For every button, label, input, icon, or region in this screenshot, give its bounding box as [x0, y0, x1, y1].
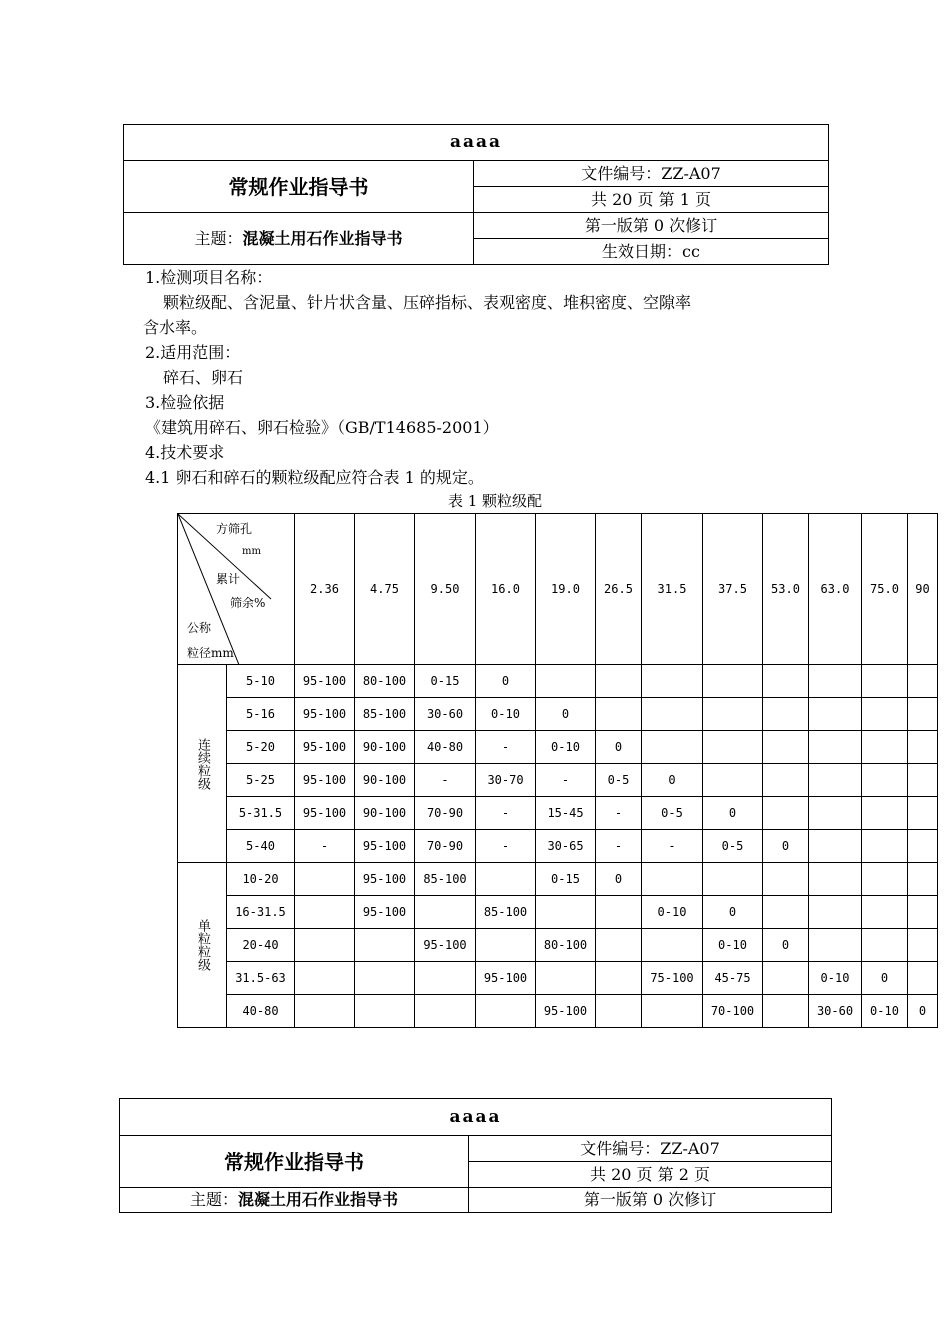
table-row	[178, 995, 938, 1028]
grading-value-cell	[763, 665, 809, 698]
corner-label-sieve: 方筛孔	[216, 522, 253, 536]
page-count: 共 20 页 第 2 页	[469, 1162, 832, 1188]
grading-value-cell: 95-100	[295, 731, 355, 764]
grading-value-cell: 0	[536, 698, 596, 731]
table-row	[178, 764, 938, 797]
effective-date: 生效日期：cc	[474, 239, 829, 265]
size-range-cell: 40-80	[227, 995, 295, 1028]
sieve-header: 37.5	[703, 514, 763, 665]
grading-value-cell	[763, 962, 809, 995]
file-number: 文件编号：ZZ-A07	[474, 161, 829, 187]
sieve-header: 16.0	[476, 514, 536, 665]
grading-value-cell: 0	[596, 863, 642, 896]
grading-value-cell	[642, 863, 703, 896]
version-info: 第一版第 0 次修订	[469, 1188, 832, 1213]
grading-value-cell: 90-100	[355, 764, 415, 797]
grading-value-cell: 95-100	[295, 698, 355, 731]
doc-subject	[124, 213, 474, 265]
grading-value-cell: 85-100	[355, 698, 415, 731]
grading-value-cell	[908, 731, 938, 764]
doc-title: 常规作业指导书	[120, 1136, 469, 1188]
grading-value-cell	[862, 665, 908, 698]
sieve-header: 9.50	[415, 514, 476, 665]
grading-value-cell	[642, 995, 703, 1028]
grading-value-cell	[596, 896, 642, 929]
company-name: aaaa	[124, 125, 829, 161]
section-2-text: 碎石、卵石	[163, 368, 244, 387]
grading-value-cell	[809, 863, 862, 896]
size-range-cell: 5-40	[227, 830, 295, 863]
grading-value-cell: 90-100	[355, 731, 415, 764]
grading-value-cell: 0-5	[703, 830, 763, 863]
doc-header-page1	[123, 124, 829, 265]
grading-value-cell	[763, 698, 809, 731]
grading-value-cell: 45-75	[703, 962, 763, 995]
grading-value-cell	[295, 929, 355, 962]
grading-value-cell: 0-10	[862, 995, 908, 1028]
size-range-cell: 31.5-63	[227, 962, 295, 995]
grading-value-cell: 0	[642, 764, 703, 797]
grading-value-cell: 75-100	[642, 962, 703, 995]
grading-value-cell: 0-10	[809, 962, 862, 995]
grading-value-cell	[476, 929, 536, 962]
grading-value-cell: 0-10	[536, 731, 596, 764]
grading-value-cell	[862, 797, 908, 830]
grading-value-cell	[536, 962, 596, 995]
grading-value-cell	[908, 929, 938, 962]
grading-value-cell: -	[476, 830, 536, 863]
grading-value-cell	[295, 995, 355, 1028]
table-row	[178, 863, 938, 896]
grading-value-cell	[355, 995, 415, 1028]
grading-value-cell	[908, 830, 938, 863]
grading-value-cell	[809, 896, 862, 929]
grading-value-cell	[908, 962, 938, 995]
grading-value-cell: 30-60	[809, 995, 862, 1028]
grading-value-cell: 40-80	[415, 731, 476, 764]
table-corner-header	[178, 514, 295, 665]
size-range-cell: 10-20	[227, 863, 295, 896]
grading-value-cell: 0-5	[596, 764, 642, 797]
company-name: aaaa	[120, 1099, 832, 1136]
grading-value-cell	[763, 863, 809, 896]
grading-value-cell	[642, 665, 703, 698]
doc-title: 常规作业指导书	[124, 161, 474, 213]
corner-label-nominal: 公称	[187, 621, 212, 635]
grading-value-cell: 0-10	[476, 698, 536, 731]
grading-value-cell	[596, 995, 642, 1028]
grading-value-cell: 0-15	[536, 863, 596, 896]
grading-value-cell: 15-45	[536, 797, 596, 830]
grading-value-cell: 95-100	[295, 797, 355, 830]
grading-value-cell	[763, 731, 809, 764]
section-3-title: 3.检验依据	[145, 393, 225, 412]
grading-value-cell	[809, 830, 862, 863]
grading-value-cell: 30-70	[476, 764, 536, 797]
grading-value-cell	[355, 962, 415, 995]
grading-value-cell	[355, 929, 415, 962]
size-range-cell: 5-20	[227, 731, 295, 764]
section-4-1-text: 4.1 卵石和碎石的颗粒级配应符合表 1 的规定。	[145, 468, 484, 487]
grading-value-cell: 70-90	[415, 830, 476, 863]
grading-value-cell: 80-100	[355, 665, 415, 698]
grading-value-cell	[809, 797, 862, 830]
grading-value-cell	[908, 797, 938, 830]
grading-value-cell: -	[295, 830, 355, 863]
grading-value-cell	[809, 665, 862, 698]
body-text	[145, 265, 825, 490]
subject-label: 主题：	[189, 1190, 238, 1209]
grading-value-cell: 0	[862, 962, 908, 995]
file-number: 文件编号：ZZ-A07	[469, 1136, 832, 1162]
grading-value-cell: 95-100	[355, 896, 415, 929]
subject-text: 混凝土用石作业指导书	[242, 228, 403, 248]
section-1-line1: 颗粒级配、含泥量、针片状含量、压碎指标、表观密度、堆积密度、空隙率	[163, 293, 692, 312]
grading-value-cell: 0	[476, 665, 536, 698]
sieve-header: 90	[908, 514, 938, 665]
size-range-cell: 20-40	[227, 929, 295, 962]
sieve-header: 75.0	[862, 514, 908, 665]
sieve-header: 19.0	[536, 514, 596, 665]
grading-value-cell	[908, 698, 938, 731]
section-3-text: 《建筑用碎石、卵石检验》（GB/T14685-2001）	[145, 418, 499, 437]
corner-label-size: 粒径mm	[187, 646, 234, 660]
grading-value-cell: 0-10	[642, 896, 703, 929]
grading-value-cell	[642, 929, 703, 962]
grading-value-cell: 30-60	[415, 698, 476, 731]
grading-value-cell	[809, 731, 862, 764]
grading-value-cell	[908, 863, 938, 896]
table-row	[178, 665, 938, 698]
grading-value-cell	[862, 863, 908, 896]
grading-value-cell	[862, 830, 908, 863]
grading-value-cell	[862, 896, 908, 929]
grading-value-cell: -	[596, 830, 642, 863]
grading-value-cell: 95-100	[476, 962, 536, 995]
grading-value-cell: 95-100	[295, 665, 355, 698]
grading-value-cell	[596, 698, 642, 731]
table-row	[178, 731, 938, 764]
table-row	[178, 698, 938, 731]
grading-value-cell: 85-100	[476, 896, 536, 929]
grading-table	[177, 513, 938, 1028]
grading-value-cell: 95-100	[536, 995, 596, 1028]
subject-text: 混凝土用石作业指导书	[238, 1190, 399, 1209]
grading-value-cell: 0	[763, 929, 809, 962]
grading-value-cell: 70-90	[415, 797, 476, 830]
section-4-title: 4.技术要求	[145, 443, 225, 462]
grading-value-cell	[862, 698, 908, 731]
group-label: 单粒粒级	[178, 863, 227, 1028]
grading-value-cell	[642, 731, 703, 764]
grading-value-cell	[862, 731, 908, 764]
grading-value-cell: 95-100	[355, 830, 415, 863]
subject-label: 主题：	[194, 228, 243, 248]
sieve-header: 53.0	[763, 514, 809, 665]
grading-value-cell: 95-100	[355, 863, 415, 896]
grading-value-cell	[703, 698, 763, 731]
grading-value-cell	[809, 929, 862, 962]
grading-value-cell	[763, 896, 809, 929]
grading-value-cell: 70-100	[703, 995, 763, 1028]
grading-value-cell	[295, 863, 355, 896]
sieve-header: 31.5	[642, 514, 703, 665]
size-range-cell: 16-31.5	[227, 896, 295, 929]
grading-value-cell	[862, 764, 908, 797]
grading-value-cell	[763, 764, 809, 797]
grading-value-cell	[596, 929, 642, 962]
grading-value-cell: -	[596, 797, 642, 830]
size-range-cell: 5-25	[227, 764, 295, 797]
table-row	[178, 962, 938, 995]
section-1-title: 1.检测项目名称：	[145, 268, 273, 287]
grading-value-cell: 0-5	[642, 797, 703, 830]
size-range-cell: 5-10	[227, 665, 295, 698]
table-row	[178, 929, 938, 962]
sieve-header: 4.75	[355, 514, 415, 665]
grading-value-cell: 95-100	[415, 929, 476, 962]
grading-value-cell	[703, 731, 763, 764]
grading-value-cell	[703, 863, 763, 896]
sieve-header: 2.36	[295, 514, 355, 665]
page-count: 共 20 页 第 1 页	[474, 187, 829, 213]
grading-value-cell: -	[642, 830, 703, 863]
corner-label-residue: 筛余%	[230, 596, 266, 610]
grading-value-cell: 85-100	[415, 863, 476, 896]
grading-value-cell	[536, 665, 596, 698]
corner-label-cumulative: 累计	[216, 572, 241, 586]
grading-value-cell: 90-100	[355, 797, 415, 830]
grading-value-cell: -	[476, 731, 536, 764]
grading-value-cell: 0	[596, 731, 642, 764]
version-info: 第一版第 0 次修订	[474, 213, 829, 239]
grading-value-cell: -	[415, 764, 476, 797]
table-row	[178, 797, 938, 830]
grading-value-cell: -	[536, 764, 596, 797]
grading-value-cell: 0	[908, 995, 938, 1028]
grading-value-cell: 0-15	[415, 665, 476, 698]
grading-value-cell	[415, 896, 476, 929]
grading-value-cell	[536, 896, 596, 929]
grading-value-cell	[295, 962, 355, 995]
section-1-line2: 含水率。	[143, 318, 208, 337]
grading-value-cell	[295, 896, 355, 929]
grading-value-cell	[415, 962, 476, 995]
grading-value-cell	[415, 995, 476, 1028]
corner-label-mm: mm	[242, 546, 261, 557]
grading-value-cell: 0-10	[703, 929, 763, 962]
grading-value-cell	[908, 665, 938, 698]
sieve-header: 26.5	[596, 514, 642, 665]
grading-value-cell	[476, 995, 536, 1028]
doc-subject	[120, 1188, 469, 1213]
group-label: 连续粒级	[178, 665, 227, 863]
table-row	[178, 830, 938, 863]
grading-value-cell: 0	[703, 797, 763, 830]
size-range-cell: 5-31.5	[227, 797, 295, 830]
grading-value-cell	[596, 962, 642, 995]
section-2-title: 2.适用范围：	[145, 343, 241, 362]
grading-value-cell	[642, 698, 703, 731]
size-range-cell: 5-16	[227, 698, 295, 731]
grading-value-cell: 0	[703, 896, 763, 929]
table-caption: 表 1 颗粒级配	[447, 492, 543, 510]
grading-value-cell	[809, 764, 862, 797]
grading-value-cell	[476, 863, 536, 896]
grading-value-cell	[862, 929, 908, 962]
grading-value-cell: 95-100	[295, 764, 355, 797]
table-row	[178, 896, 938, 929]
grading-value-cell: -	[476, 797, 536, 830]
grading-value-cell: 30-65	[536, 830, 596, 863]
grading-value-cell	[908, 764, 938, 797]
sieve-header: 63.0	[809, 514, 862, 665]
grading-value-cell: 0	[763, 830, 809, 863]
grading-value-cell	[703, 665, 763, 698]
grading-value-cell	[763, 797, 809, 830]
grading-value-cell	[596, 665, 642, 698]
grading-value-cell	[809, 698, 862, 731]
doc-header-page2	[119, 1098, 832, 1213]
grading-value-cell	[703, 764, 763, 797]
grading-value-cell	[763, 995, 809, 1028]
grading-value-cell	[908, 896, 938, 929]
grading-value-cell: 80-100	[536, 929, 596, 962]
